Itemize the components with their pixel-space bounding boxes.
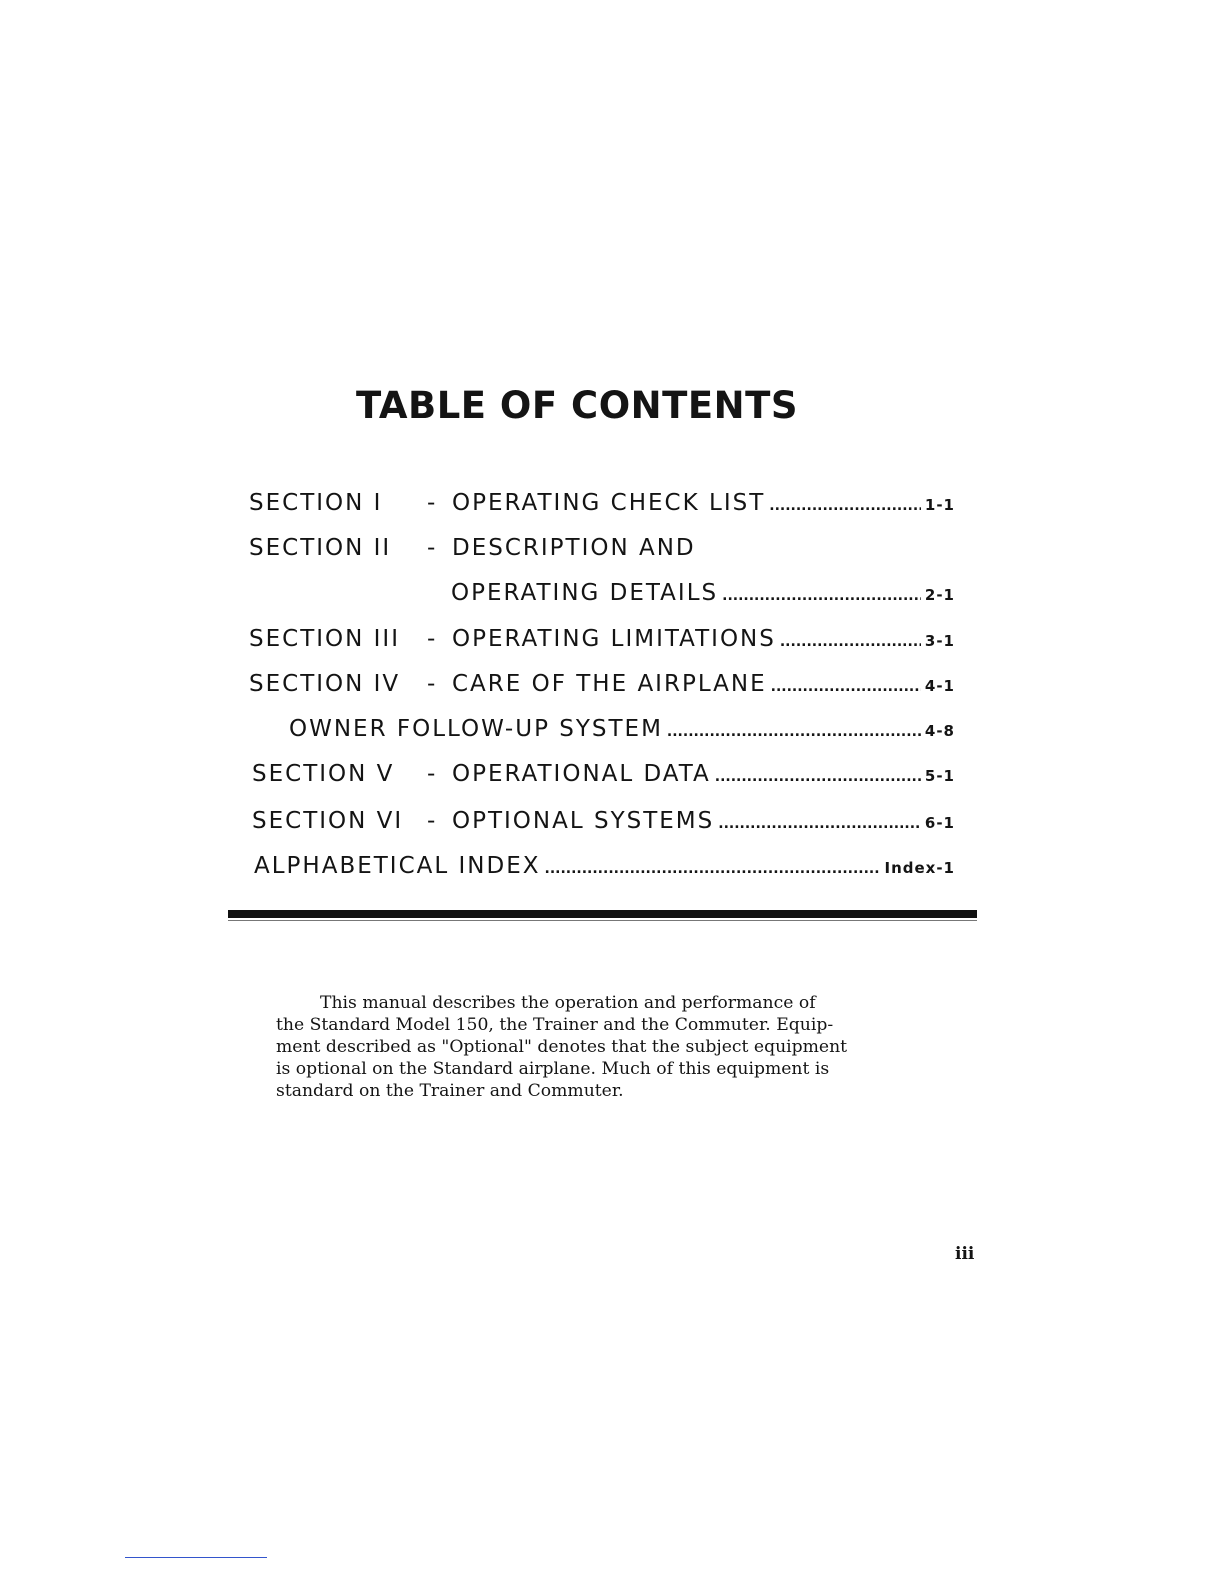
toc-entry-alphabetical-index[interactable] <box>254 853 955 887</box>
intro-line: is optional on the Standard airplane. Much of this equipment is <box>276 1059 830 1079</box>
toc-page-number: 5-1 <box>924 767 955 785</box>
toc-dot-leader <box>545 861 881 877</box>
toc-entry-title: OPERATING DETAILS <box>451 580 719 606</box>
toc-dot-leader <box>780 634 921 650</box>
toc-dot-leader <box>769 498 921 514</box>
bottom-link-underline <box>125 1557 267 1558</box>
toc-separator: - <box>427 535 438 561</box>
toc-entry-section-4[interactable] <box>249 671 955 705</box>
toc-page-number: 1-1 <box>924 496 955 514</box>
toc-dot-leader <box>715 769 921 785</box>
toc-section-label: SECTION IV <box>249 671 401 697</box>
intro-line: the Standard Model 150, the Trainer and the Commuter. Equip- <box>276 1015 834 1035</box>
toc-section-label: SECTION VI <box>252 808 404 834</box>
intro-line: standard on the Trainer and Commuter. <box>276 1081 624 1101</box>
toc-page-number: 6-1 <box>924 814 955 832</box>
toc-section-label: SECTION III <box>249 626 400 652</box>
toc-entry-title: DESCRIPTION AND <box>452 535 696 561</box>
toc-entry-section-5[interactable] <box>252 761 955 795</box>
toc-dot-leader <box>667 724 921 740</box>
toc-page-number: 4-1 <box>924 677 955 695</box>
toc-entry-owner-follow-up[interactable] <box>289 716 955 750</box>
toc-entry-title: OPERATING LIMITATIONS <box>452 626 776 652</box>
toc-dot-leader <box>722 588 921 604</box>
toc-entry-section-2[interactable] <box>249 535 955 569</box>
toc-section-label: SECTION II <box>249 535 392 561</box>
toc-separator: - <box>427 808 438 834</box>
toc-separator: - <box>427 626 438 652</box>
toc-entry-title: OPTIONAL SYSTEMS <box>452 808 715 834</box>
toc-entry-title: ALPHABETICAL INDEX <box>254 853 541 879</box>
toc-section-label: SECTION I <box>249 490 383 516</box>
toc-entry-section-3[interactable] <box>249 626 955 660</box>
intro-line: ment described as "Optional" denotes that the subject equipment <box>276 1037 848 1057</box>
intro-paragraph <box>276 992 936 1102</box>
intro-line: This manual describes the operation and performance of <box>320 993 816 1013</box>
toc-entry-section-6[interactable] <box>252 808 955 842</box>
page-title: TABLE OF CONTENTS <box>356 384 798 427</box>
toc-entry-title: OPERATIONAL DATA <box>452 761 711 787</box>
toc-separator: - <box>427 671 438 697</box>
toc-page-number: 3-1 <box>924 632 955 650</box>
toc-entry-section-1[interactable] <box>249 490 955 524</box>
toc-separator: - <box>427 490 438 516</box>
toc-dot-leader <box>771 679 921 695</box>
horizontal-rule <box>228 910 977 918</box>
toc-entry-title: CARE OF THE AIRPLANE <box>452 671 767 697</box>
toc-separator: - <box>427 761 438 787</box>
toc-page-number: 2-1 <box>924 586 955 604</box>
toc-entry-section-2-continued[interactable] <box>451 580 955 614</box>
toc-entry-title: OWNER FOLLOW-UP SYSTEM <box>289 716 663 742</box>
toc-page-number: Index-1 <box>884 859 955 877</box>
toc-page-number: 4-8 <box>924 722 955 740</box>
toc-section-label: SECTION V <box>252 761 395 787</box>
toc-dot-leader <box>718 816 921 832</box>
page-number: iii <box>955 1244 975 1264</box>
toc-entry-title: OPERATING CHECK LIST <box>452 490 766 516</box>
